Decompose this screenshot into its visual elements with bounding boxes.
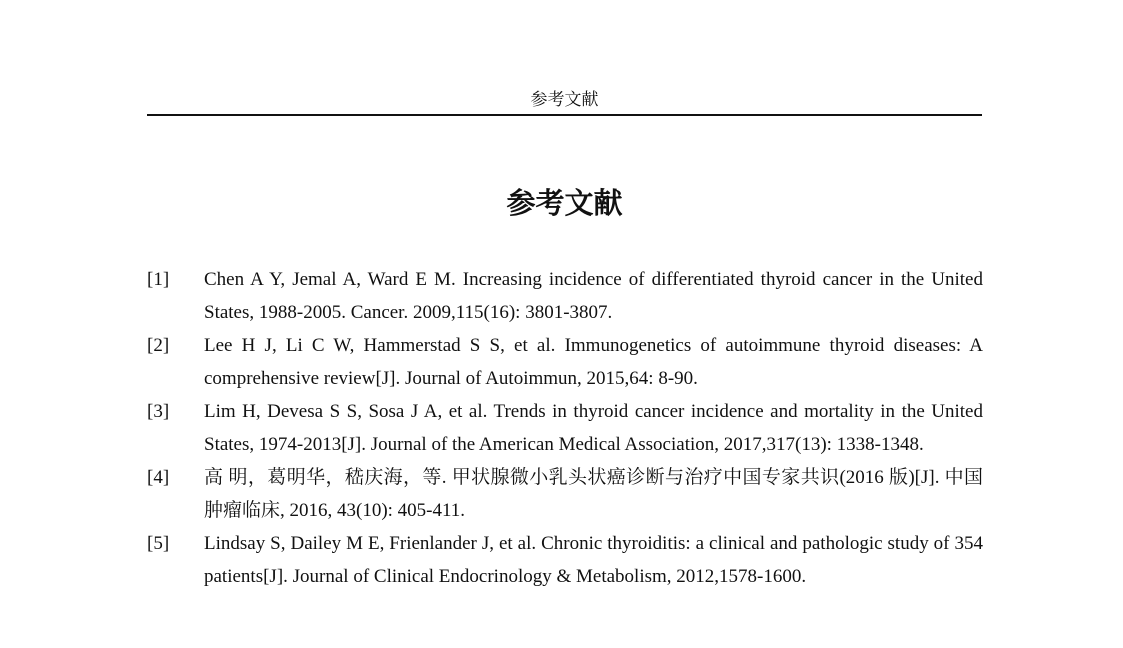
reference-item bbox=[147, 527, 983, 593]
reference-number: [1] bbox=[147, 269, 170, 290]
reference-item bbox=[147, 263, 983, 329]
reference-item bbox=[147, 395, 983, 461]
reference-text: 高 明，葛明华，嵇庆海，等. 甲状腺微小乳头状癌诊断与治疗中国专家共识(2016 版)[J]. 中国肿瘤临床, 2016, 43(10): 405-411. bbox=[204, 467, 983, 521]
reference-item bbox=[147, 461, 983, 527]
reference-number: [3] bbox=[147, 401, 170, 422]
reference-text: Chen A Y, Jemal A, Ward E M. Increasing incidence of differentiated thyroid cancer in the United States, 1988-2005. Cancer. 2009,115(16): 3801-3807. bbox=[204, 269, 983, 323]
reference-number: [2] bbox=[147, 335, 170, 356]
running-header-title: 参考文献 bbox=[530, 90, 599, 109]
reference-text: Lim H, Devesa S S, Sosa J A, et al. Trends in thyroid cancer incidence and mortality in the United States, 1974-2013[J]. Journal of the American Medical Association, 2017,317(13): 1338-1348. bbox=[204, 401, 983, 455]
reference-item bbox=[147, 329, 983, 395]
reference-text: Lee H J, Li C W, Hammerstad S S, et al. Immunogenetics of autoimmune thyroid diseases: A comprehensive review[J]. Journal of Autoimmun, 2015,64: 8-90. bbox=[204, 335, 983, 389]
reference-number: [4] bbox=[147, 467, 170, 488]
page-title: 参考文献 bbox=[506, 188, 623, 220]
running-header bbox=[147, 88, 982, 116]
reference-number: [5] bbox=[147, 533, 170, 554]
reference-text: Lindsay S, Dailey M E, Frienlander J, et al. Chronic thyroiditis: a clinical and pathologic study of 354 patients[J]. Journal of Clinical Endocrinology & Metabolism, 2012,1578-1600. bbox=[204, 533, 983, 587]
reference-list bbox=[147, 263, 983, 593]
